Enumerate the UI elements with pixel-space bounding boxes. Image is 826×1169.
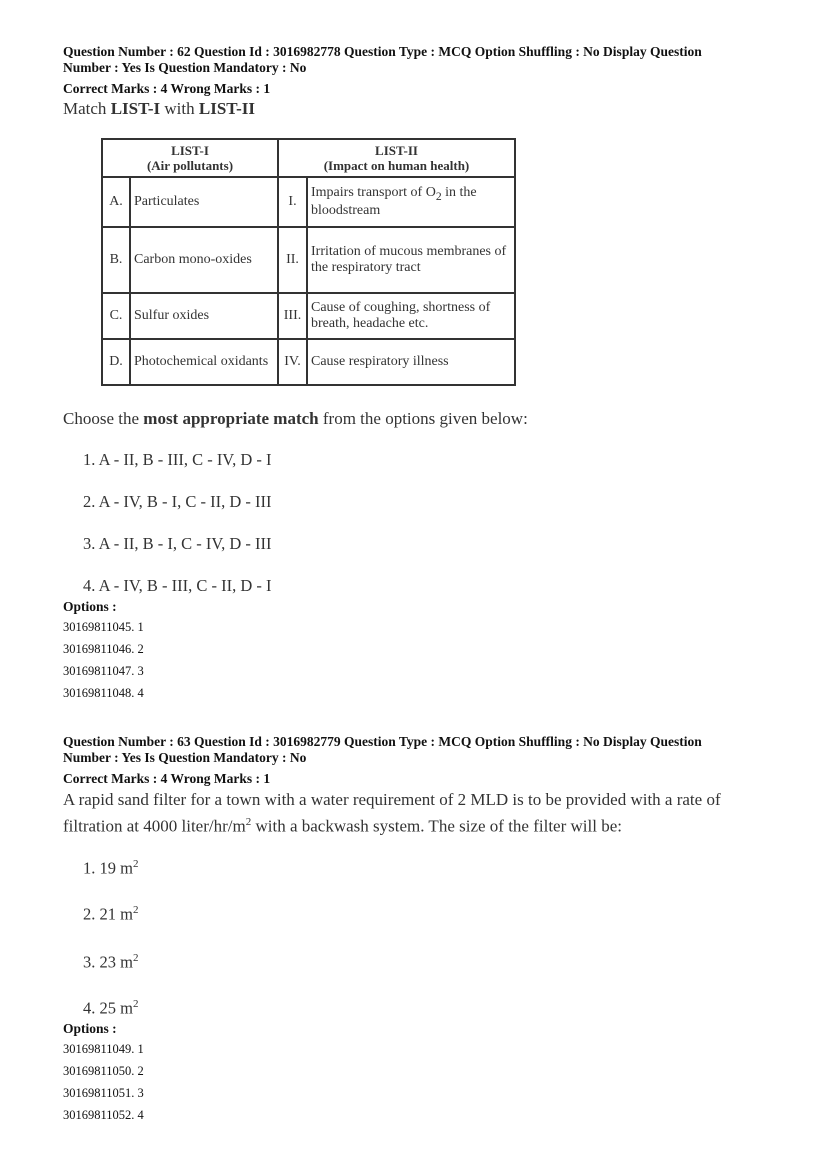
q62-meta-line1: Question Number : 62 Question Id : 3016982778 Question Type : MCQ Option Shuffling : No Display Question (63, 44, 702, 59)
q62-option-id-2: 30169811046. 2 (63, 642, 144, 656)
table-row (102, 177, 515, 227)
list2-header: LIST-II (Impact on human health) (278, 139, 515, 177)
q62-choice-3: 3. A - II, B - I, C - IV, D - III (83, 534, 272, 553)
q62-marks: Correct Marks : 4 Wrong Marks : 1 (63, 81, 271, 96)
q63-option-id-1: 30169811049. 1 (63, 1042, 144, 1056)
q62-option-id-1: 30169811045. 1 (63, 620, 144, 634)
row-letter: D. (102, 339, 130, 385)
pollutant-cell: Carbon mono-oxides (130, 227, 278, 293)
table-row (102, 293, 515, 339)
row-letter: A. (102, 177, 130, 227)
impact-cell: Cause respiratory illness (307, 339, 515, 385)
pollutant-cell: Particulates (130, 177, 278, 227)
row-roman: II. (278, 227, 307, 293)
q63-meta-line1: Question Number : 63 Question Id : 3016982779 Question Type : MCQ Option Shuffling : No Display Question (63, 734, 702, 749)
q62-instruction: Choose the most appropriate match from the options given below: (63, 409, 528, 428)
row-letter: C. (102, 293, 130, 339)
q63-prompt-line1: A rapid sand filter for a town with a water requirement of 2 MLD is to be provided with a rate of (63, 790, 721, 809)
impact-cell: Impairs transport of $O_2$ in the bloodstream (307, 177, 515, 227)
q63-option-id-4: 30169811052. 4 (63, 1108, 144, 1122)
q63-choice-4: 4. 25 $m^2$ (83, 998, 139, 1018)
q62-option-id-4: 30169811048. 4 (63, 686, 144, 700)
q62-choice-1: 1. A - II, B - III, C - IV, D - I (83, 450, 272, 469)
row-roman: III. (278, 293, 307, 339)
table-row (102, 227, 515, 293)
pollutant-cell: Sulfur oxides (130, 293, 278, 339)
q62-meta-line2: Number : Yes Is Question Mandatory : No (63, 60, 307, 75)
row-roman: I. (278, 177, 307, 227)
table-row (102, 339, 515, 385)
impact-cell: Cause of coughing, shortness of breath, headache etc. (307, 293, 515, 339)
q63-option-id-2: 30169811050. 2 (63, 1064, 144, 1078)
match-table (101, 138, 516, 386)
q63-prompt-line2: filtration at 4000 liter/$hr/m^2$ with a backwash system. The size of the filter will be: (63, 816, 622, 836)
match-table-header (102, 139, 515, 177)
q62-choice-4: 4. A - IV, B - III, C - II, D - I (83, 576, 272, 595)
q63-marks: Correct Marks : 4 Wrong Marks : 1 (63, 771, 271, 786)
q62-options-label: Options : (63, 599, 117, 614)
q62-choice-2: 2. A - IV, B - I, C - II, D - III (83, 492, 272, 511)
list1-header: LIST-I (Air pollutants) (102, 139, 278, 177)
q62-prompt: Match LIST-I with LIST-II (63, 99, 255, 118)
row-roman: IV. (278, 339, 307, 385)
q62-option-id-3: 30169811047. 3 (63, 664, 144, 678)
row-letter: B. (102, 227, 130, 293)
q63-meta-line2: Number : Yes Is Question Mandatory : No (63, 750, 307, 765)
q63-choice-3: 3. 23 $m^2$ (83, 952, 139, 972)
q63-choice-2: 2. 21 $m^2$ (83, 904, 139, 924)
q63-options-label: Options : (63, 1021, 117, 1036)
q63-option-id-3: 30169811051. 3 (63, 1086, 144, 1100)
impact-cell: Irritation of mucous membranes of the respiratory tract (307, 227, 515, 293)
pollutant-cell: Photochemical oxidants (130, 339, 278, 385)
q63-choice-1: 1. 19 $m^2$ (83, 858, 139, 878)
